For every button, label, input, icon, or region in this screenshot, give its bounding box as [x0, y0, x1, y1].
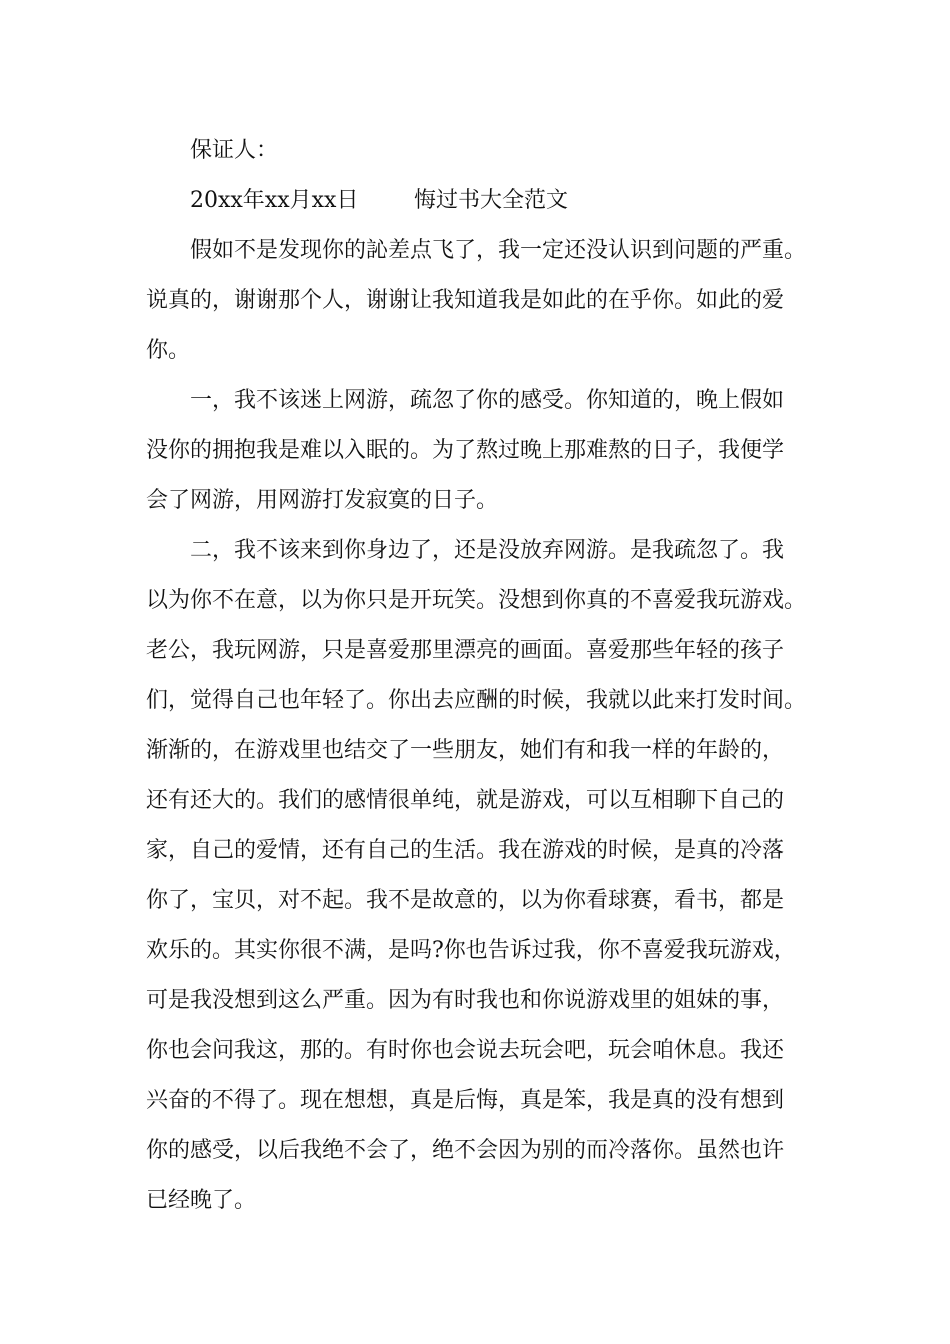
- paragraph-line: 一，我不该迷上网游，疏忽了你的感受。你知道的，晚上假如: [190, 388, 785, 413]
- paragraph-line: 你的感受，以后我绝不会了，绝不会因为别的而冷落你。虽然也许: [146, 1138, 785, 1163]
- paragraph-line: 已经晚了。: [146, 1188, 257, 1213]
- paragraph-line: 欢乐的。其实你很不满，是吗?你也告诉过我，你不喜爱我玩游戏，: [146, 938, 796, 963]
- paragraph-line: 你。: [146, 338, 191, 363]
- paragraph-line: 老公，我玩网游，只是喜爱那里漂亮的画面。喜爱那些年轻的孩子: [146, 638, 785, 663]
- paragraph-line: 渐渐的，在游戏里也结交了一些朋友，她们有和我一样的年龄的，: [146, 738, 785, 763]
- paragraph-line: 会了网游，用网游打发寂寞的日子。: [146, 488, 499, 513]
- paragraph-line: 家，自己的爱情，还有自己的生活。我在游戏的时候，是真的冷落: [146, 838, 785, 863]
- paragraph-line: 还有还大的。我们的感情很单纯，就是游戏，可以互相聊下自己的: [146, 788, 785, 813]
- paragraph-line: 你了，宝贝，对不起。我不是故意的，以为你看球赛，看书，都是: [146, 888, 785, 913]
- paragraph-line: 以为你不在意，以为你只是开玩笑。没想到你真的不喜爱我玩游戏。: [146, 588, 807, 613]
- document-title: 悔过书大全范文: [414, 188, 569, 213]
- paragraph-line: 可是我没想到这么严重。因为有时我也和你说游戏里的姐妹的事，: [146, 988, 785, 1013]
- date-line: 20xx年xx月xx日: [190, 188, 359, 213]
- paragraph-line: 你也会问我这，那的。有时你也会说去玩会吧，玩会咱休息。我还: [146, 1038, 785, 1063]
- paragraph-line: 没你的拥抱我是难以入眠的。为了熬过晚上那难熬的日子，我便学: [146, 438, 785, 463]
- paragraph-line: 们，觉得自己也年轻了。你出去应酬的时候，我就以此来打发时间。: [146, 688, 807, 713]
- paragraph-line: 说真的，谢谢那个人，谢谢让我知道我是如此的在乎你。如此的爱: [146, 288, 785, 313]
- paragraph-line: 二，我不该来到你身边了，还是没放弃网游。是我疏忽了。我: [190, 538, 785, 563]
- guarantor-label: 保证人：: [190, 138, 279, 163]
- paragraph-line: 假如不是发现你的訫差点飞了，我一定还没认识到问题的严重。: [190, 238, 807, 263]
- paragraph-line: 兴奋的不得了。现在想想，真是后悔，真是笨，我是真的没有想到: [146, 1088, 785, 1113]
